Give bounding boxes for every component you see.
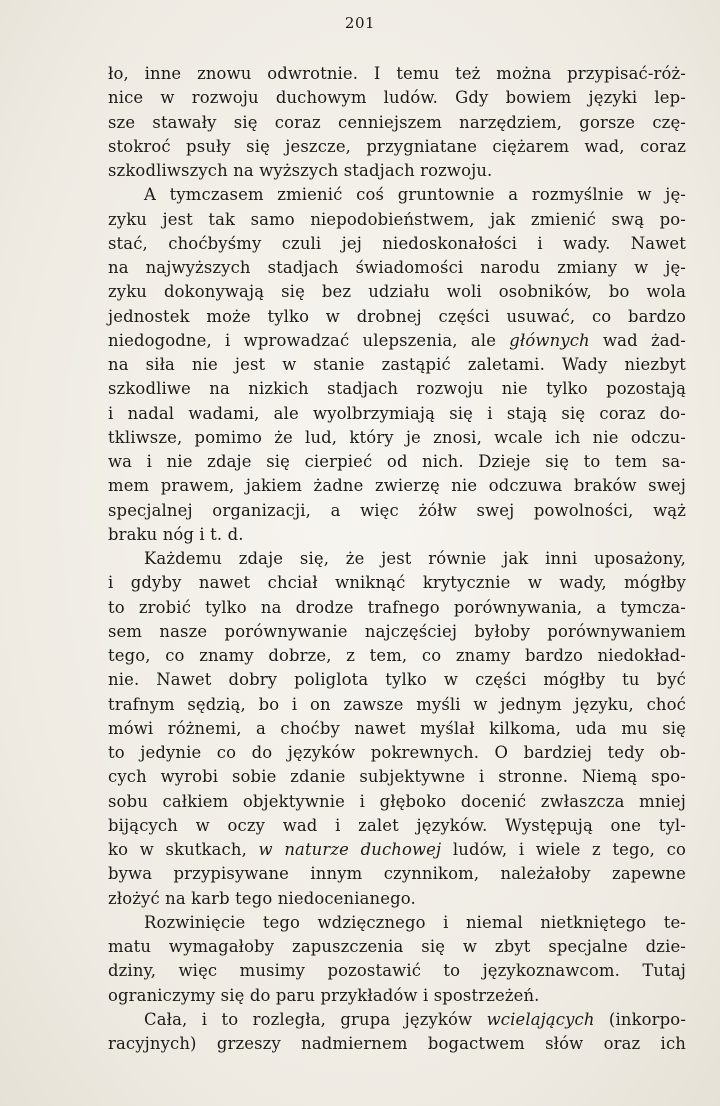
text-line: bywa przypisywane innym czynnikom, należałoby zapewne xyxy=(108,864,686,884)
text-line: matu wymagałoby zapuszczenia się w zbyt specjalne dzie- xyxy=(108,937,686,956)
text-line xyxy=(108,1008,686,1032)
text-line: ło, inne znowu odwrotnie. I temu też można przypisać-róż- xyxy=(108,64,686,83)
text-line: nie. Nawet dobry poliglota tylko w części mógłby tu być xyxy=(108,670,686,690)
text-line: racyjnych) grzeszy nadmiernem bogactwem słów oraz ich xyxy=(108,1034,686,1053)
text-line: sobu całkiem objektywnie i głęboko docenić zwłaszcza mniej xyxy=(108,791,686,811)
text-line: tego, co znamy dobrze, z tem, co znamy bardzo niedokład- xyxy=(108,646,686,665)
text-line: trafnym sędzią, bo i on zawsze myśli w jednym języku, choć xyxy=(108,694,686,714)
text-line: zyku dokonywają się bez udziału woli osobników, bo wola xyxy=(108,282,686,302)
text-line: specjalnej organizacji, a więc żółw swej powolności, wąż xyxy=(108,500,686,520)
text-line: szkodliwszych na wyższych stadjach rozwoju. xyxy=(108,161,493,180)
text-line: jednostek może tylko w drobnej części usuwać, co bardzo xyxy=(108,306,686,326)
text-line xyxy=(108,329,686,353)
body-text xyxy=(108,62,686,1056)
text-line: mem prawem, jakiem żadne zwierzę nie odczuwa braków swej xyxy=(108,476,686,496)
text-line: i nadal wadami, ale wyolbrzymiają się i stają się coraz do- xyxy=(108,403,686,423)
text-line: Każdemu zdaje się, że jest równie jak inni uposażony, xyxy=(144,549,686,568)
text-line: nice w rozwoju duchowym ludów. Gdy bowiem języki lep- xyxy=(108,88,686,108)
text-segment: (inkorpo- xyxy=(594,1009,687,1029)
italic-text: głównych xyxy=(509,330,590,350)
text-line: to zrobić tylko na drodze trafnego porównywania, a tymcza- xyxy=(108,597,686,617)
italic-text: w naturze duchowej xyxy=(258,840,442,859)
text-line: sze stawały się coraz cenniejszem narzędziem, gorsze czę- xyxy=(108,112,686,132)
text-line: sem nasze porównywanie najczęściej byłoby porównywaniem xyxy=(108,621,686,641)
text-line: cych wyrobi sobie zdanie subjektywne i stronne. Niemą spo- xyxy=(108,767,686,787)
text-line: i gdyby nawet chciał wniknąć krytycznie w wady, mógłby xyxy=(108,573,686,593)
text-line: to jedynie co do języków pokrewnych. O bardziej tedy ob- xyxy=(108,743,686,762)
italic-text: wcielających xyxy=(486,1009,595,1029)
text-line xyxy=(108,838,686,862)
text-line: braku nóg i t. d. xyxy=(108,524,244,544)
text-segment: Cała, i to rozległa, grupa języków xyxy=(144,1009,487,1029)
text-line: Rozwinięcie tego wdzięcznego i niemal nietkniętego te- xyxy=(144,912,686,932)
text-line: zyku jest tak samo niepodobieństwem, jak zmienić swą po- xyxy=(108,209,686,229)
text-line: mówi różnemi, a choćby nawet myślał kilkoma, uda mu się xyxy=(108,718,686,738)
text-segment: wad żad- xyxy=(589,330,686,350)
page-number: 201 xyxy=(344,14,376,32)
text-line: bijących w oczy wad i zalet języków. Występują one tyl- xyxy=(108,815,686,835)
text-line: na siła nie jest w stanie zastąpić zaletami. Wady niezbyt xyxy=(108,355,686,374)
text-line: tkliwsze, pomimo że lud, który je znosi, wcale ich nie odczu- xyxy=(108,427,686,447)
text-line: szkodliwe na nizkich stadjach rozwoju nie tylko pozostają xyxy=(108,379,686,399)
text-line: A tymczasem zmienić coś gruntownie a rozmyślnie w ję- xyxy=(144,185,686,205)
text-line: wa i nie zdaje się cierpieć od nich. Dzieje się to tem sa- xyxy=(108,452,686,471)
text-line: stać, choćbyśmy czuli jej niedoskonałości i wady. Nawet xyxy=(108,233,686,253)
text-segment: ludów, i wiele z tego, co xyxy=(441,840,686,859)
text-line: na najwyższych stadjach świadomości narodu zmiany w ję- xyxy=(108,258,686,277)
text-line: złożyć na karb tego niedocenianego. xyxy=(108,888,416,908)
text-segment: ko w skutkach, xyxy=(108,840,259,859)
text-line: dziny, więc musimy pozostawić to językoznawcom. Tutaj xyxy=(108,961,686,981)
text-line: stokroć psuły się jeszcze, przygniatane ciężarem wad, coraz xyxy=(108,136,686,156)
text-segment: niedogodne, i wprowadzać ulepszenia, ale xyxy=(108,330,510,350)
text-line: ograniczymy się do paru przykładów i spostrzeżeń. xyxy=(108,985,540,1005)
